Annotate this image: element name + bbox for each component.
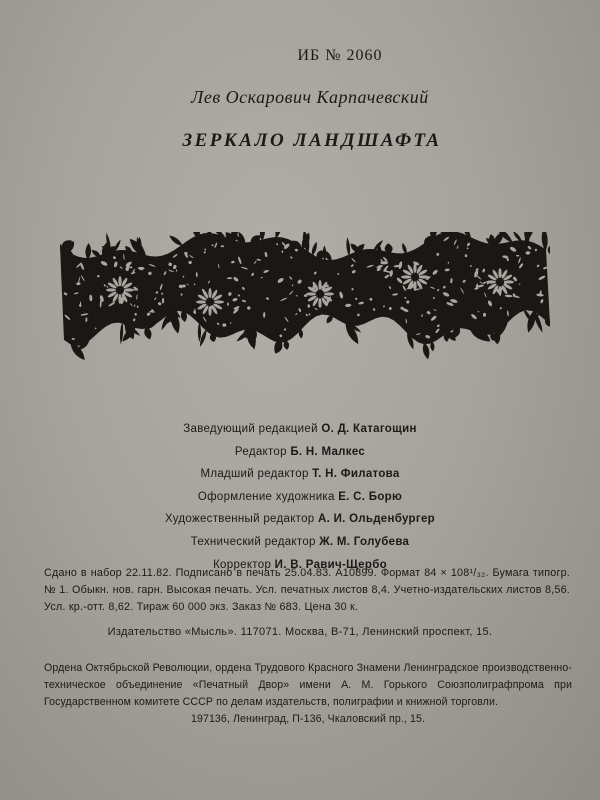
credit-person: Т. Н. Филатова xyxy=(312,468,400,481)
credit-person: Б. Н. Малкес xyxy=(290,445,366,458)
credit-line xyxy=(0,508,600,531)
printer-address: 197136, Ленинград, П-136, Чкаловский пр., 15. xyxy=(190,713,426,725)
credit-role: Заведующий редакцией xyxy=(183,423,318,435)
credit-line xyxy=(0,418,600,441)
credit-role: Корректор xyxy=(213,558,272,571)
credit-role: Технический редактор xyxy=(190,535,316,548)
credit-role: Оформление художника xyxy=(197,490,335,503)
print-specifications: Сдано в набор 22.11.82. Подписано в печать 25.04.83. А10899. Формат 84 × 108¹/₃₂. Бумага типогр. № 1. Обыкн. нов. гарн. Высокая печать. Усл. печатных листов 8,4. Учетно-издательских листов 8,56. Усл. кр.-отт. 8,62. Тираж 60 000 экз. Заказ № 683. Цена 30 к. xyxy=(44,567,570,613)
ib-number: ИБ № 2060 xyxy=(297,47,383,64)
credit-person: И. В. Равич-Щербо xyxy=(274,558,387,571)
credit-line xyxy=(0,531,600,554)
editorial-credits xyxy=(0,418,600,576)
book-title: ЗЕРКАЛО ЛАНДШАФТА xyxy=(182,130,442,151)
credit-role: Художественный редактор xyxy=(165,513,315,526)
printer-text: Ордена Октябрьской Революции, ордена Трудового Красного Знамени Ленинградское производственно-техническое объединение «Печатный Двор» имени А. М. Горького Союзполиграфпрома при Государственном комитете СССР по делам издательств, полиграфии и книжной торговли. xyxy=(44,662,572,708)
floral-ornament-icon xyxy=(60,232,550,360)
credit-role: Младший редактор xyxy=(200,468,309,481)
credit-person: Ж. М. Голубева xyxy=(319,535,410,548)
credit-line xyxy=(0,441,600,464)
credit-person: А. И. Ольденбургер xyxy=(317,513,435,526)
credit-person: О. Д. Катагощин xyxy=(321,423,417,435)
printer-info xyxy=(44,660,572,728)
credit-person: Е. С. Борю xyxy=(338,490,403,503)
credit-line xyxy=(0,463,600,486)
credit-role: Редактор xyxy=(234,445,287,458)
author-name: Лев Оскарович Карпачевский xyxy=(191,87,429,107)
publisher-address: Издательство «Мысль». 117071. Москва, В-71, Ленинский проспект, 15. xyxy=(107,626,493,638)
credit-line xyxy=(0,486,600,509)
